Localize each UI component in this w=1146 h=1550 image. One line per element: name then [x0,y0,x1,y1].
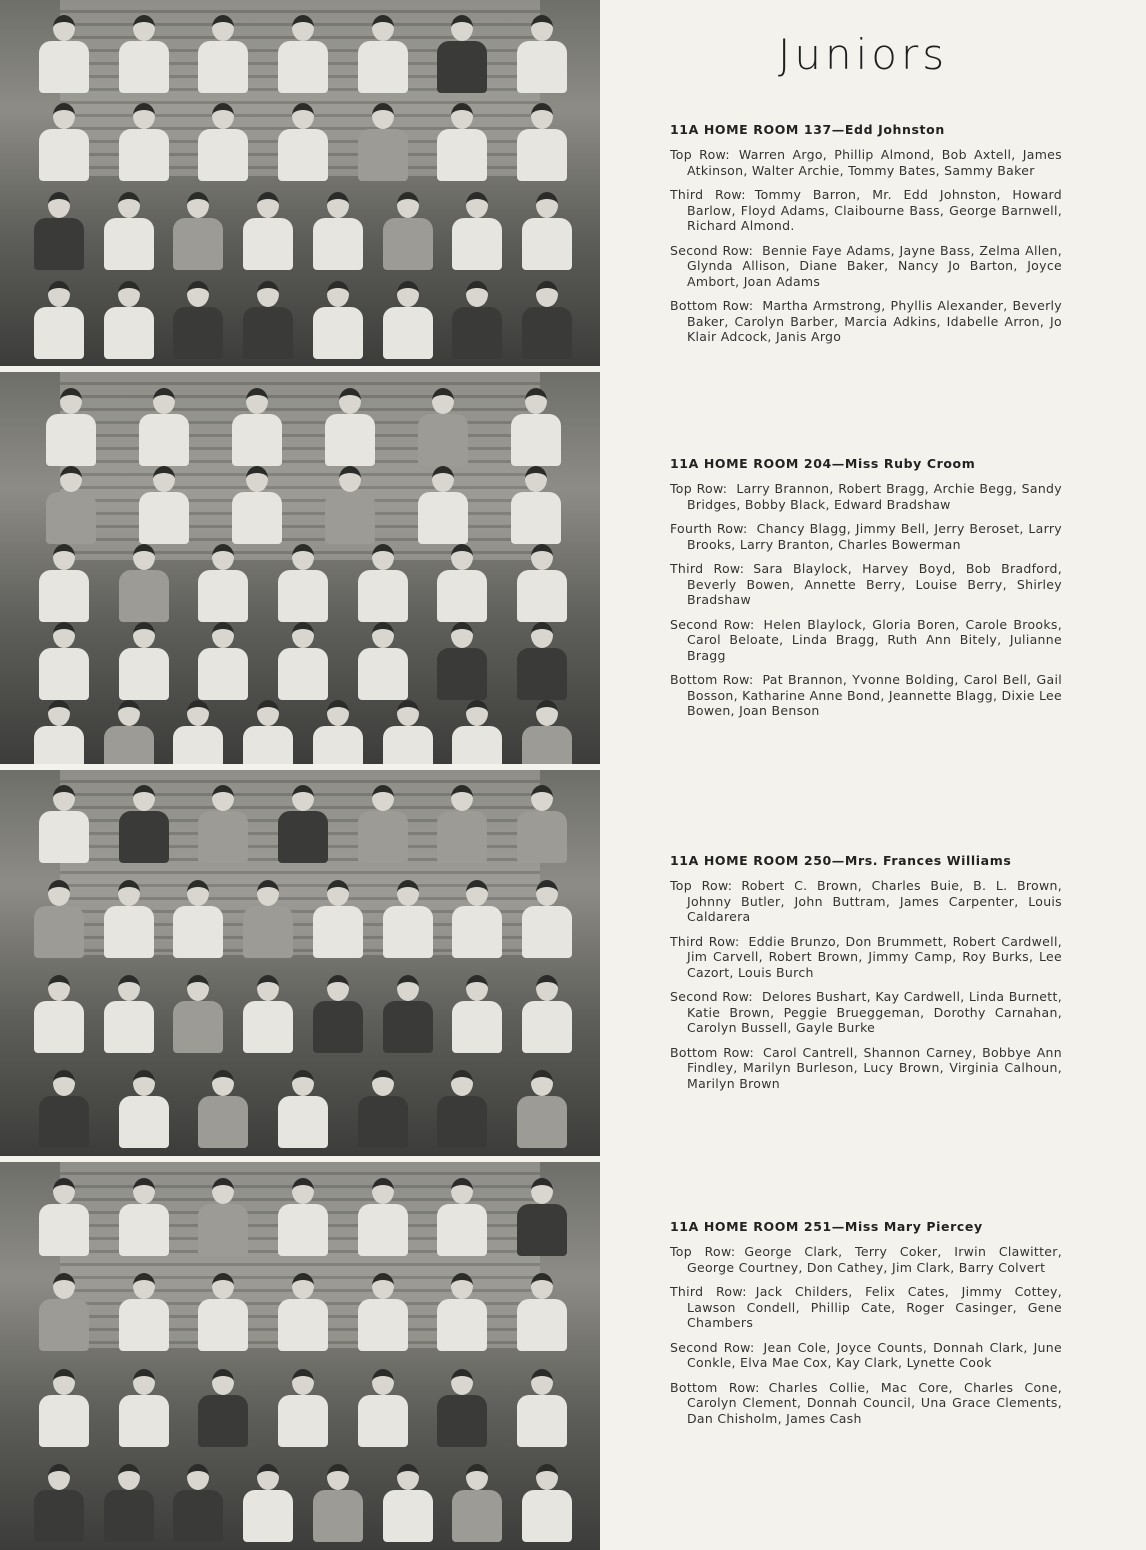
caption-row [670,1380,1062,1427]
home-room-137-photo [0,0,600,366]
row-names: Sara Blaylock, Harvey Boyd, Bob Bradford, Beverly Bowen, Annette Berry, Louise Berry, Shirley Bradshaw [687,561,1062,607]
row-names: Bennie Faye Adams, Jayne Bass, Zelma Allen, Glynda Allison, Diane Baker, Nancy Jo Barton, Joyce Ambort, Joan Adams [687,242,1062,289]
caption-row [670,481,1062,512]
row-label: Top Row: [670,1244,736,1259]
row-names: George Clark, Terry Coker, Irwin Clawitter, George Courtney, Don Cathey, Jim Clark, Barry Colvert [687,1244,1062,1275]
home-room-heading: 11A HOME ROOM 251—Miss Mary Piercey [670,1219,983,1234]
home-room-251-caption [670,1219,1062,1435]
row-label: Second Row: [670,1339,755,1355]
home-room-204-photo [0,372,600,764]
caption-row [670,298,1062,345]
caption-row [670,672,1062,719]
row-label: Third Row: [670,1284,747,1299]
row-names: Delores Bushart, Kay Cardwell, Linda Burnett, Katie Brown, Peggie Brueggeman, Dorothy Carnahan, Carolyn Bussell, Gayle Burke [687,989,1062,1035]
row-label: Second Row: [670,242,754,258]
home-room-251-photo [0,1162,600,1550]
row-names: Larry Brannon, Robert Bragg, Archie Begg, Sandy Bridges, Bobby Black, Edward Bradshaw [687,481,1062,512]
caption-row [670,243,1062,290]
row-names: Jack Childers, Felix Cates, Jimmy Cottey, Lawson Condell, Phillip Cate, Roger Casinger, Gene Chambers [687,1284,1062,1330]
caption-row [670,878,1062,925]
row-label: Second Row: [670,616,755,632]
row-label: Top Row: [670,481,728,496]
row-names: Robert C. Brown, Charles Buie, B. L. Brown, Johnny Butler, John Buttram, James Carpenter, Louis Caldarera [687,878,1062,924]
row-names: Charles Collie, Mac Core, Charles Cone, Carolyn Clement, Donnah Council, Una Grace Clements, Dan Chisholm, James Cash [687,1379,1062,1426]
caption-row [670,1284,1062,1331]
caption-row [670,521,1062,552]
caption-row [670,147,1062,178]
page-title: Juniors [778,30,949,79]
caption-row [670,187,1062,234]
row-label: Fourth Row: [670,521,748,536]
caption-row [670,617,1062,664]
row-names: Warren Argo, Phillip Almond, Bob Axtell, James Atkinson, Walter Archie, Tommy Bates, Sammy Baker [687,147,1062,178]
row-label: Top Row: [670,878,733,893]
home-room-204-caption [670,456,1062,728]
row-names: Chancy Blagg, Jimmy Bell, Jerry Beroset, Larry Brooks, Larry Branton, Charles Bowerman [687,521,1062,552]
row-label: Second Row: [670,989,753,1004]
row-names: Pat Brannon, Yvonne Bolding, Carol Bell, Gail Bosson, Katharine Anne Bond, Jeannette Blagg, Dixie Lee Bowen, Joan Benson [687,672,1062,718]
caption-row [670,989,1062,1036]
home-room-250-caption [670,853,1062,1100]
row-label: Top Row: [670,147,730,162]
row-label: Third Row: [670,933,740,949]
row-names: Eddie Brunzo, Don Brummett, Robert Cardwell, Jim Carvell, Robert Brown, Jimmy Camp, Roy Burks, Lee Cazort, Louis Burch [687,933,1062,980]
row-names: Tommy Barron, Mr. Edd Johnston, Howard Barlow, Floyd Adams, Claibourne Bass, George Barnwell, Richard Almond. [687,187,1062,233]
row-label: Third Row: [670,187,746,202]
row-names: Martha Armstrong, Phyllis Alexander, Beverly Baker, Carolyn Barber, Marcia Adkins, Idabelle Arron, Jo Klair Adcock, Janis Argo [687,298,1062,344]
home-room-heading: 11A HOME ROOM 137—Edd Johnston [670,122,945,137]
row-names: Carol Cantrell, Shannon Carney, Bobbye Ann Findley, Marilyn Burleson, Lucy Brown, Virginia Calhoun, Marilyn Brown [687,1044,1062,1091]
home-room-250-photo [0,770,600,1156]
caption-row [670,561,1062,608]
row-names: Jean Cole, Joyce Counts, Donnah Clark, June Conkle, Elva Mae Cox, Kay Clark, Lynette Cook [687,1339,1062,1370]
row-label: Bottom Row: [670,298,754,313]
home-room-137-caption [670,122,1062,354]
caption-row [670,1244,1062,1275]
row-label: Third Row: [670,561,745,576]
row-label: Bottom Row: [670,1379,760,1395]
caption-row [670,1045,1062,1092]
caption-row [670,934,1062,981]
home-room-heading: 11A HOME ROOM 204—Miss Ruby Croom [670,456,976,471]
home-room-heading: 11A HOME ROOM 250—Mrs. Frances Williams [670,853,1012,868]
caption-row [670,1340,1062,1371]
row-label: Bottom Row: [670,1044,754,1060]
row-label: Bottom Row: [670,672,754,687]
row-names: Helen Blaylock, Gloria Boren, Carole Brooks, Carol Beloate, Linda Bragg, Ruth Ann Bitely, Julianne Bragg [687,616,1062,663]
